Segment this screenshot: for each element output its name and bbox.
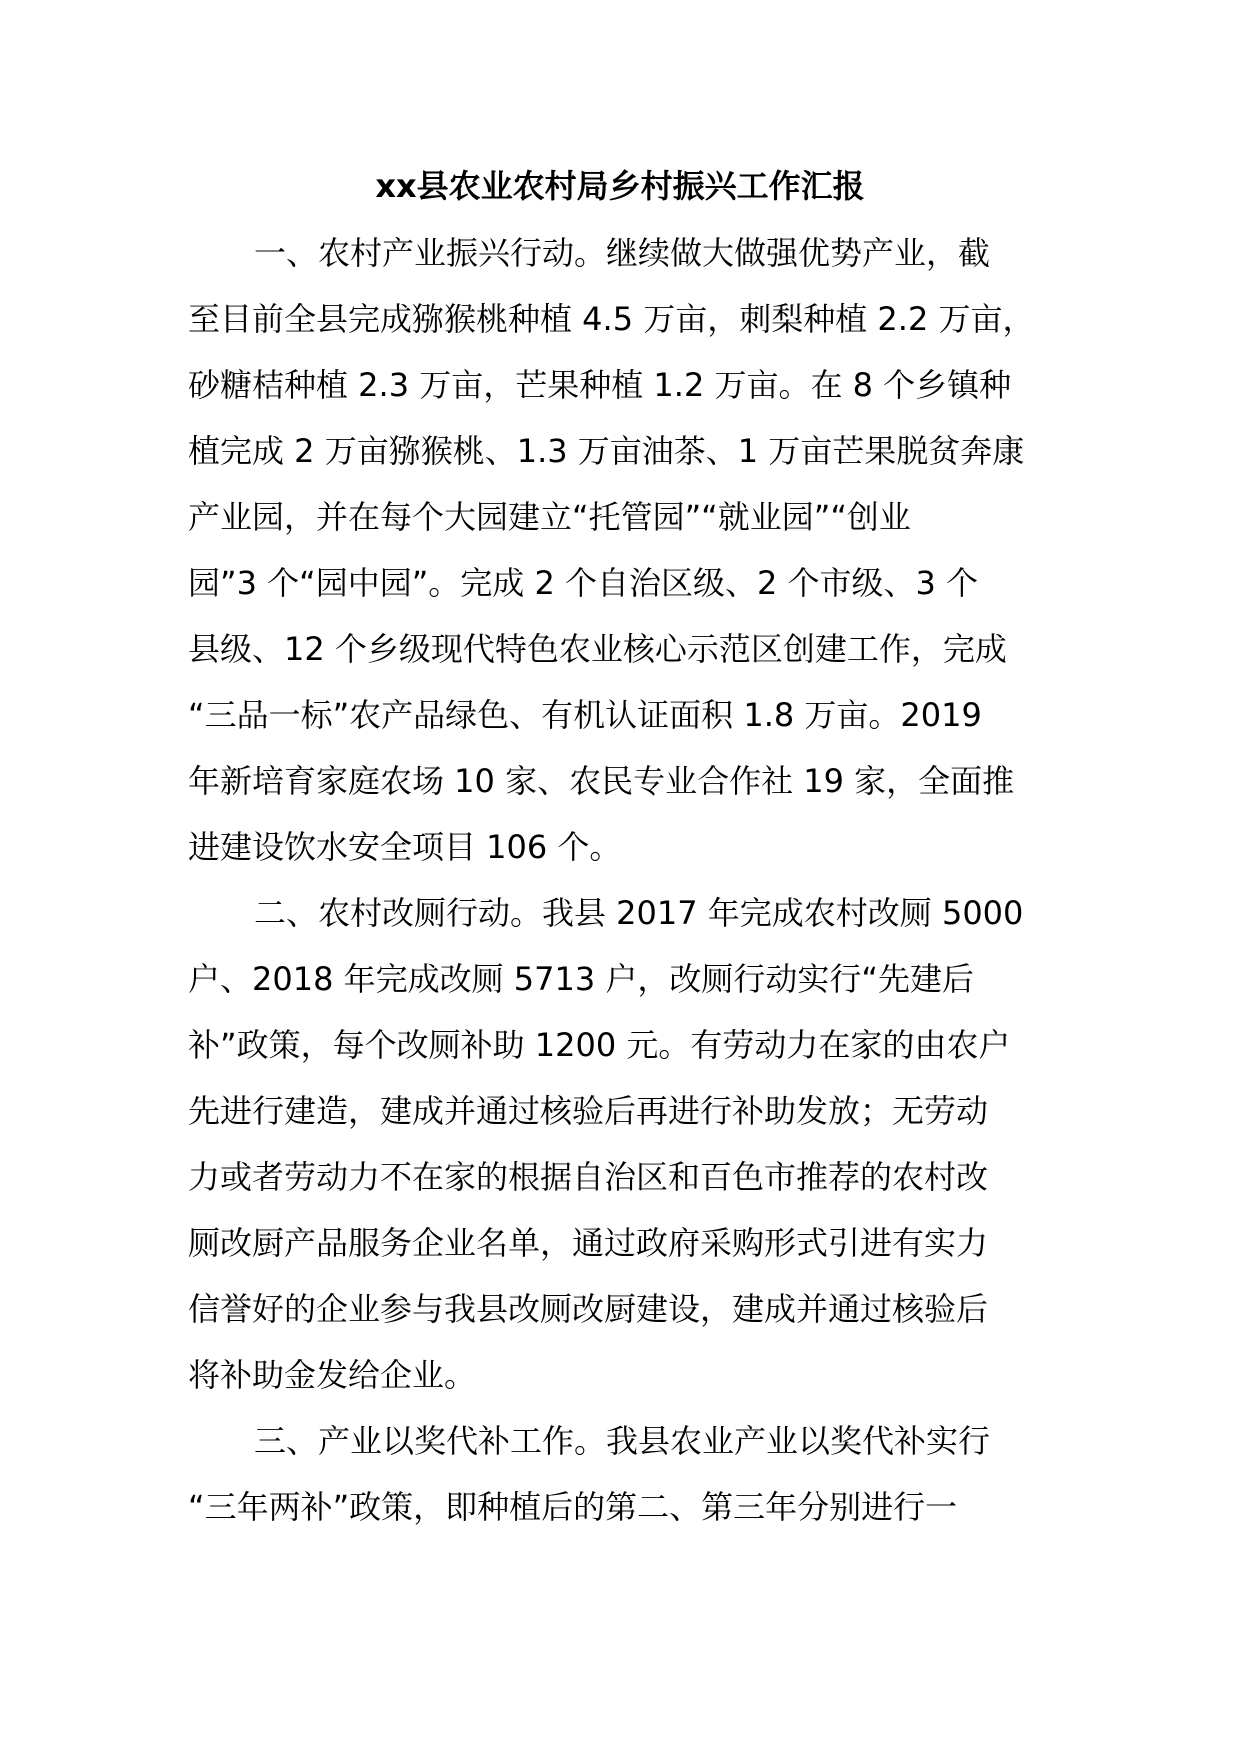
paragraph-1-line: 园”3 个“园中园”。完成 2 个自治区级、2 个市级、3 个: [188, 564, 979, 602]
document-title: xx县农业农村局乡村振兴工作汇报: [375, 167, 865, 205]
paragraph-2-line: 户、2018 年完成改厕 5713 户，改厕行动实行“先建后: [188, 960, 974, 998]
paragraph-2-line: 信誉好的企业参与我县改厕改厨建设，建成并通过核验后: [188, 1290, 989, 1328]
paragraph-2-line: 先进行建造，建成并通过核验后再进行补助发放；无劳动: [188, 1092, 989, 1130]
paragraph-3-line: “三年两补”政策，即种植后的第二、第三年分别进行一: [188, 1488, 958, 1526]
paragraph-1-line: 年新培育家庭农场 10 家、农民专业合作社 19 家，全面推: [188, 762, 1015, 800]
paragraph-2-line: 力或者劳动力不在家的根据自治区和百色市推荐的农村改: [188, 1158, 989, 1196]
paragraph-2-line: 厕改厨产品服务企业名单，通过政府采购形式引进有实力: [188, 1224, 989, 1262]
paragraph-1-line: 至目前全县完成猕猴桃种植 4.5 万亩，刺梨种植 2.2 万亩，: [188, 300, 1035, 338]
paragraph-1-line: 一、农村产业振兴行动。继续做大做强优势产业，截: [254, 234, 991, 272]
paragraph-1-line: 砂糖桔种植 2.3 万亩，芒果种植 1.2 万亩。在 8 个乡镇种: [188, 366, 1012, 404]
document-body: [188, 220, 1068, 1540]
paragraph-2-line: 将补助金发给企业。: [188, 1356, 477, 1394]
paragraph-3-line: 三、产业以奖代补工作。我县农业产业以奖代补实行: [254, 1422, 991, 1460]
paragraph-1-line: 进建设饮水安全项目 106 个。: [188, 828, 622, 866]
paragraph-2-line: 补”政策，每个改厕补助 1200 元。有劳动力在家的由农户: [188, 1026, 1011, 1064]
paragraph-1-line: “三品一标”农产品绿色、有机认证面积 1.8 万亩。2019: [188, 696, 982, 734]
paragraph-1-line: 植完成 2 万亩猕猴桃、1.3 万亩油茶、1 万亩芒果脱贫奔康: [188, 432, 1025, 470]
paragraph-1-line: 县级、12 个乡级现代特色农业核心示范区创建工作，完成: [188, 630, 1007, 668]
paragraph-1-line: 产业园，并在每个大园建立“托管园”“就业园”“创业: [188, 498, 911, 536]
paragraph-2-line: 二、农村改厕行动。我县 2017 年完成农村改厕 5000: [254, 894, 1024, 932]
